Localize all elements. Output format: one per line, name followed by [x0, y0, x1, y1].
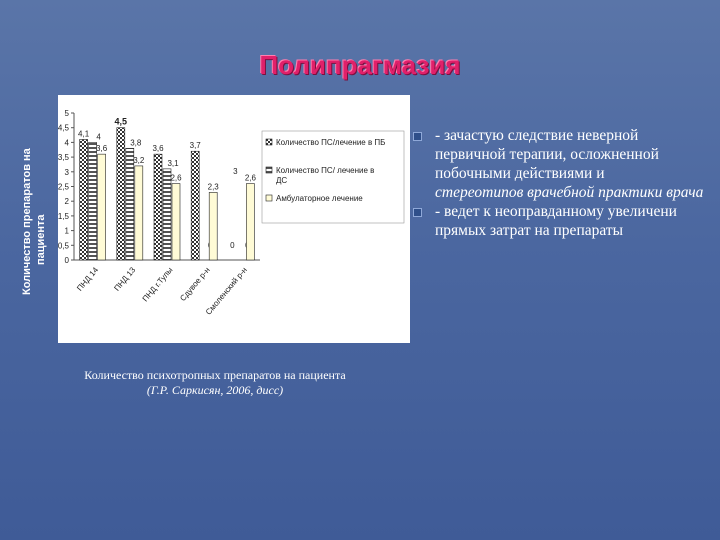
- bar-1: [191, 151, 199, 260]
- bullet-line: - ведет к неоправданному увеличени: [435, 203, 677, 220]
- bullet-line: побочными действиями и: [435, 165, 605, 182]
- y-tick-label: 1,5: [58, 211, 69, 221]
- bar-chart: [58, 95, 410, 343]
- bullet-line: первичной терапии, осложненной: [435, 146, 659, 163]
- x-tick-label: ПНД 13: [112, 265, 138, 293]
- y-tick-label: 0: [64, 256, 69, 265]
- bar-3: [246, 184, 254, 260]
- bullet-line: прямых затрат на препараты: [435, 222, 624, 239]
- slide-title: Полипрагмазия: [259, 50, 461, 80]
- data-label: 3,1: [167, 158, 179, 168]
- x-tick-label: ПНД 14: [75, 265, 101, 293]
- legend-label-cont: ДС: [276, 176, 288, 185]
- legend-label: Количество ПС/лечение в ПБ: [276, 138, 386, 147]
- chart-caption: [40, 368, 390, 398]
- data-label: 4,1: [78, 129, 90, 139]
- caption-source: (Г.Р. Саркисян, 2006, дисс): [146, 383, 284, 397]
- y-axis-label: [21, 147, 47, 295]
- bullet-item: [413, 202, 720, 240]
- legend-label: Количество ПС/ лечение в: [276, 166, 375, 175]
- data-label: 3,8: [130, 138, 142, 148]
- x-tick-label: Сдувое р-н: [178, 265, 212, 303]
- y-tick-label: 3: [64, 167, 69, 177]
- bar-3: [172, 184, 180, 260]
- data-label: 0: [230, 241, 235, 250]
- x-tick-label: Смоленский р-н: [203, 265, 249, 317]
- bar-2: [89, 142, 97, 260]
- chart-panel: [58, 95, 410, 343]
- bar-3: [209, 192, 217, 260]
- y-axis-label-line: Количество препаратов на: [21, 148, 33, 295]
- data-label: 3,7: [189, 141, 201, 151]
- data-label: 2,6: [244, 173, 256, 183]
- data-label: 4: [96, 132, 101, 142]
- bar-1: [80, 139, 88, 260]
- data-label: 4,5: [114, 116, 128, 127]
- bar-3: [98, 154, 106, 260]
- bullet-line: - зачастую следствие неверной: [435, 127, 639, 144]
- data-label: 2,6: [170, 173, 182, 183]
- data-label: 3,6: [96, 144, 108, 154]
- data-label: 3,6: [152, 144, 164, 154]
- bullet-list: [413, 126, 720, 240]
- y-axis-label-svg: [0, 95, 62, 343]
- y-tick-label: 0,5: [58, 241, 69, 251]
- bullet-item: [413, 126, 720, 202]
- bar-1: [117, 128, 125, 260]
- legend-swatch: [266, 139, 272, 145]
- bullet-square-icon: [413, 132, 422, 141]
- y-axis-label-area: [0, 95, 62, 343]
- y-tick-label: 2: [64, 197, 69, 207]
- data-label: 3: [233, 166, 238, 176]
- legend-label: Амбулаторное лечение: [276, 194, 363, 203]
- y-tick-label: 1: [64, 226, 69, 236]
- caption-text: Количество психотропных препаратов на пациента: [84, 368, 346, 382]
- y-tick-label: 4: [64, 138, 69, 148]
- data-label: 2,3: [207, 182, 219, 192]
- y-tick-label: 2,5: [58, 182, 69, 192]
- legend-swatch: [266, 195, 272, 201]
- bullet-line-italic: стереотипов врачебной практики врача: [435, 184, 704, 201]
- y-tick-label: 4,5: [58, 123, 69, 133]
- y-tick-label: 5: [64, 109, 69, 118]
- bar-3: [135, 166, 143, 260]
- bullet-square-icon: [413, 208, 422, 217]
- x-tick-label: ПНД г.Тулы: [140, 265, 175, 304]
- bar-2: [126, 148, 134, 260]
- bar-1: [154, 154, 162, 260]
- y-axis-label-line: пациента: [35, 214, 47, 265]
- legend-swatch: [266, 167, 272, 173]
- data-label: 3,2: [133, 155, 145, 165]
- y-tick-label: 3,5: [58, 153, 69, 163]
